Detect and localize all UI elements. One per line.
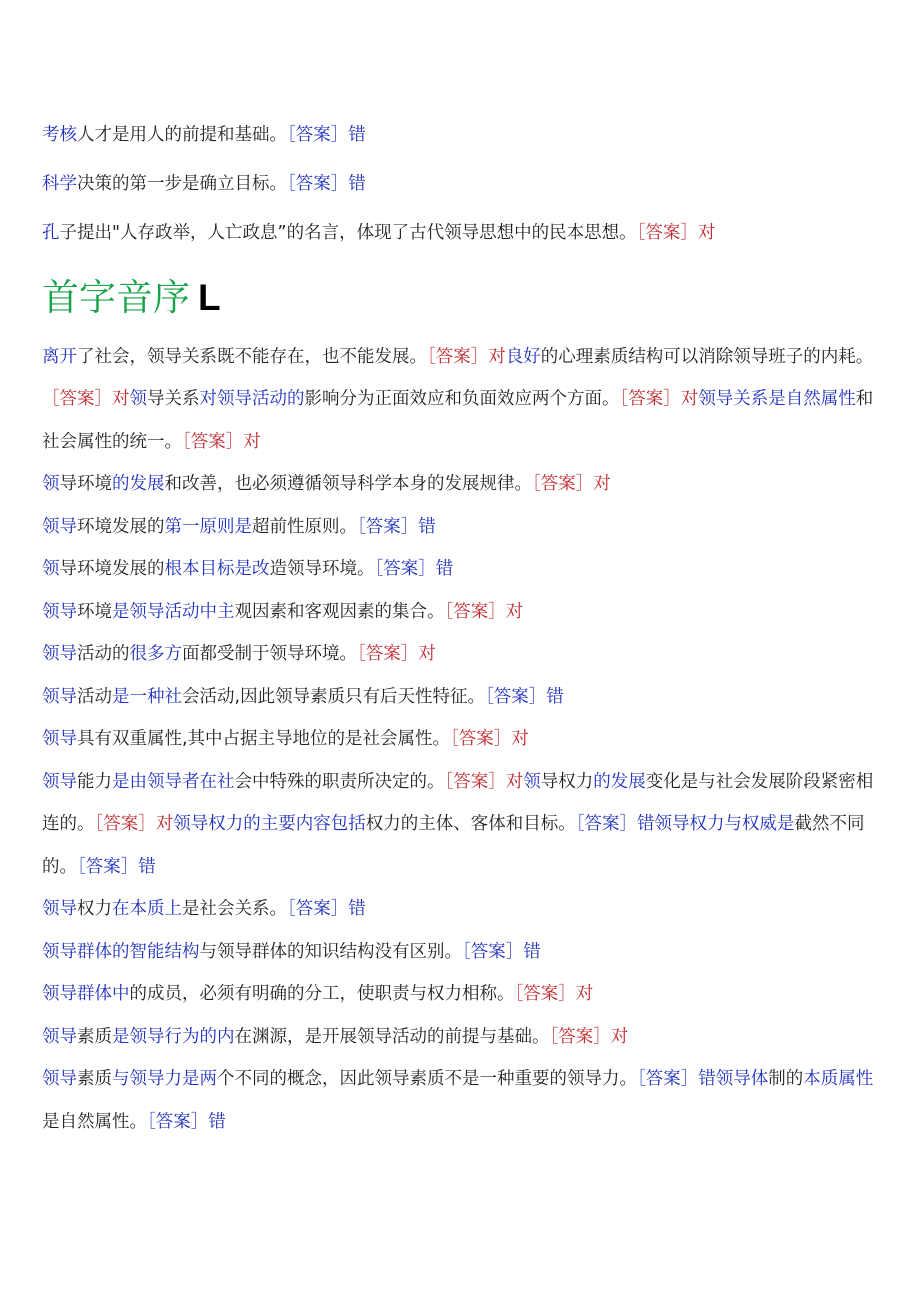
question-item xyxy=(42,114,878,157)
question-text: 和社会属性的统一。 xyxy=(42,389,874,452)
key-term: 的发展 xyxy=(593,771,646,792)
question-text: 导关系 xyxy=(147,389,200,409)
answer-tag: ［答案］错 xyxy=(374,559,454,579)
key-term: 领 xyxy=(523,771,541,792)
question-text: 影响分为正面效应和负面效应两个方面。 xyxy=(304,389,620,409)
question-item xyxy=(42,1058,878,1143)
key-term: 领导 xyxy=(42,686,77,707)
key-term: 领 xyxy=(42,559,60,579)
question-text: 的心理素质结构可以消除领导班子的内耗。 xyxy=(540,346,874,367)
key-term: 领导群体的智能结构 xyxy=(42,941,200,962)
question-text: 会中特殊的职责所决定的。 xyxy=(234,771,445,792)
answer-tag: ［答案］对 xyxy=(619,389,699,409)
question-item xyxy=(42,548,878,591)
answer-tag: ［答案］错 xyxy=(287,174,366,194)
question-item xyxy=(42,718,878,761)
question-text: 权力 xyxy=(77,899,112,919)
key-term: 是领导行为的内 xyxy=(112,1026,235,1047)
question-item xyxy=(42,888,878,931)
section-heading-title: 首字音序 xyxy=(42,275,190,319)
key-term: 领 xyxy=(42,474,60,494)
answer-tag: ［答案］对 xyxy=(514,984,594,1004)
answer-tag: ［答案］对 xyxy=(532,474,611,494)
question-text: 活动 xyxy=(77,686,112,707)
question-text: 截然不同的。 xyxy=(42,814,865,877)
question-item xyxy=(42,163,878,206)
key-term: 在本质上 xyxy=(112,899,182,919)
question-item xyxy=(42,591,878,634)
question-text: 会活动,因此领导素质只有后天性特征。 xyxy=(182,686,486,707)
question-text: 素质 xyxy=(77,1026,112,1047)
answer-tag: ［答案］错 xyxy=(287,899,366,919)
answer-tag: ［答案］对 xyxy=(636,223,716,243)
question-text: 能力 xyxy=(77,771,112,792)
question-text: 子提出"人存政举，人亡政息”的名言，体现了古代领导思想中的民本思想。 xyxy=(59,223,637,243)
answer-tag: ［答案］对 xyxy=(450,729,529,749)
answer-tag: ［答案］错 xyxy=(462,941,541,962)
question-list-l xyxy=(42,336,878,1144)
question-text: 的成员，必须有明确的分工，使职责与权力相称。 xyxy=(129,984,515,1004)
answer-tag: ［答案］对 xyxy=(182,431,261,452)
question-item xyxy=(42,761,878,889)
key-term: 领 xyxy=(129,389,147,409)
answer-tag: ［答案］对 xyxy=(42,389,130,409)
question-text: 在渊源，是开展领导活动的前提与基础。 xyxy=(234,1026,550,1047)
question-text: 导环境 xyxy=(59,474,112,494)
question-text: 与领导群体的知识结构没有区别。 xyxy=(199,941,462,962)
key-term: 很多方 xyxy=(129,644,182,664)
key-term: 孔 xyxy=(42,223,60,243)
key-term: 领导 xyxy=(42,1069,77,1089)
question-text: 导权力 xyxy=(540,771,594,792)
question-text: 人才是用人的前提和基础。 xyxy=(77,125,287,145)
question-text: 决策的第一步是确立目标。 xyxy=(77,174,287,194)
question-text: 和改善，也必须遵循领导科学本身的发展规律。 xyxy=(164,474,532,494)
question-item xyxy=(42,212,878,255)
answer-tag: ［答案］对 xyxy=(427,346,506,367)
key-term: 是领导活动中主 xyxy=(112,601,235,622)
answer-tag: ［答案］错 xyxy=(77,856,156,877)
key-term: 领导体 xyxy=(715,1069,769,1089)
section-heading xyxy=(42,272,878,324)
question-item xyxy=(42,336,878,464)
answer-tag: ［答案］错 xyxy=(637,1069,716,1089)
question-item xyxy=(42,931,878,974)
question-item xyxy=(42,1016,878,1059)
question-text: 环境发展的 xyxy=(77,516,165,537)
question-item xyxy=(42,973,878,1016)
key-term: 领导 xyxy=(42,729,77,749)
key-term: 领导 xyxy=(42,899,77,919)
key-term: 离开 xyxy=(42,346,77,367)
question-list-top xyxy=(42,114,878,255)
key-term: 是一种社 xyxy=(112,686,182,707)
key-term: 对领导活动的 xyxy=(199,389,305,409)
answer-tag: ［答案］错 xyxy=(357,516,436,537)
question-text: 具有双重属性,其中占据主导地位的是社会属性。 xyxy=(77,729,451,749)
answer-tag: ［答案］对 xyxy=(549,1026,629,1047)
key-term: 是由领导者在社 xyxy=(112,771,235,792)
key-term: 的发展 xyxy=(112,474,165,494)
question-text: 制的 xyxy=(768,1069,804,1089)
answer-tag: ［答案］对 xyxy=(357,644,436,664)
answer-tag: ［答案］错 xyxy=(287,125,366,145)
answer-tag: ［答案］错 xyxy=(575,814,655,834)
key-term: 领导关系是自然属性 xyxy=(698,389,856,409)
question-text: 个不同的概念，因此领导素质不是一种重要的领导力。 xyxy=(217,1069,637,1089)
question-text: 是自然属性。 xyxy=(42,1111,147,1132)
question-text: 环境 xyxy=(77,601,112,622)
section-heading-letter: L xyxy=(198,276,221,318)
key-term: 领导 xyxy=(42,1026,77,1047)
question-text: 面都受制于领导环境。 xyxy=(182,644,357,664)
answer-tag: ［答案］对 xyxy=(94,814,174,834)
question-item xyxy=(42,676,878,719)
key-term: 考核 xyxy=(42,125,77,145)
key-term: 领导 xyxy=(42,601,77,622)
key-term: 领导 xyxy=(42,771,77,792)
key-term: 根本目标是改 xyxy=(164,559,270,579)
key-term: 第一原则是 xyxy=(164,516,252,537)
question-text: 是社会关系。 xyxy=(182,899,287,919)
key-term: 领导权力与权威是 xyxy=(654,814,795,834)
question-item xyxy=(42,506,878,549)
question-text: 了社会，领导关系既不能存在，也不能发展。 xyxy=(77,346,427,367)
key-term: 良好 xyxy=(505,346,541,367)
question-text: 造领导环境。 xyxy=(269,559,375,579)
key-term: 本质属性 xyxy=(803,1069,874,1089)
key-term: 领导权力的主要内容包括 xyxy=(173,814,366,834)
question-item xyxy=(42,463,878,506)
answer-tag: ［答案］错 xyxy=(485,686,564,707)
question-text: 超前性原则。 xyxy=(252,516,357,537)
question-text: 观因素和客观因素的集合。 xyxy=(234,601,445,622)
answer-tag: ［答案］错 xyxy=(147,1111,226,1132)
question-text: 权力的主体、客体和目标。 xyxy=(365,814,576,834)
answer-tag: ［答案］对 xyxy=(444,771,524,792)
answer-tag: ［答案］对 xyxy=(444,601,524,622)
key-term: 与领导力是两 xyxy=(112,1069,217,1089)
key-term: 领导 xyxy=(42,516,77,537)
question-text: 活动的 xyxy=(77,644,130,664)
question-item xyxy=(42,633,878,676)
question-text: 素质 xyxy=(77,1069,112,1089)
key-term: 科学 xyxy=(42,174,77,194)
question-text: 导环境发展的 xyxy=(59,559,165,579)
key-term: 领导 xyxy=(42,644,77,664)
document-page xyxy=(42,114,878,1143)
key-term: 领导群体中 xyxy=(42,984,130,1004)
question-text: 变化是与社会发展阶段紧密相连的。 xyxy=(42,771,874,834)
